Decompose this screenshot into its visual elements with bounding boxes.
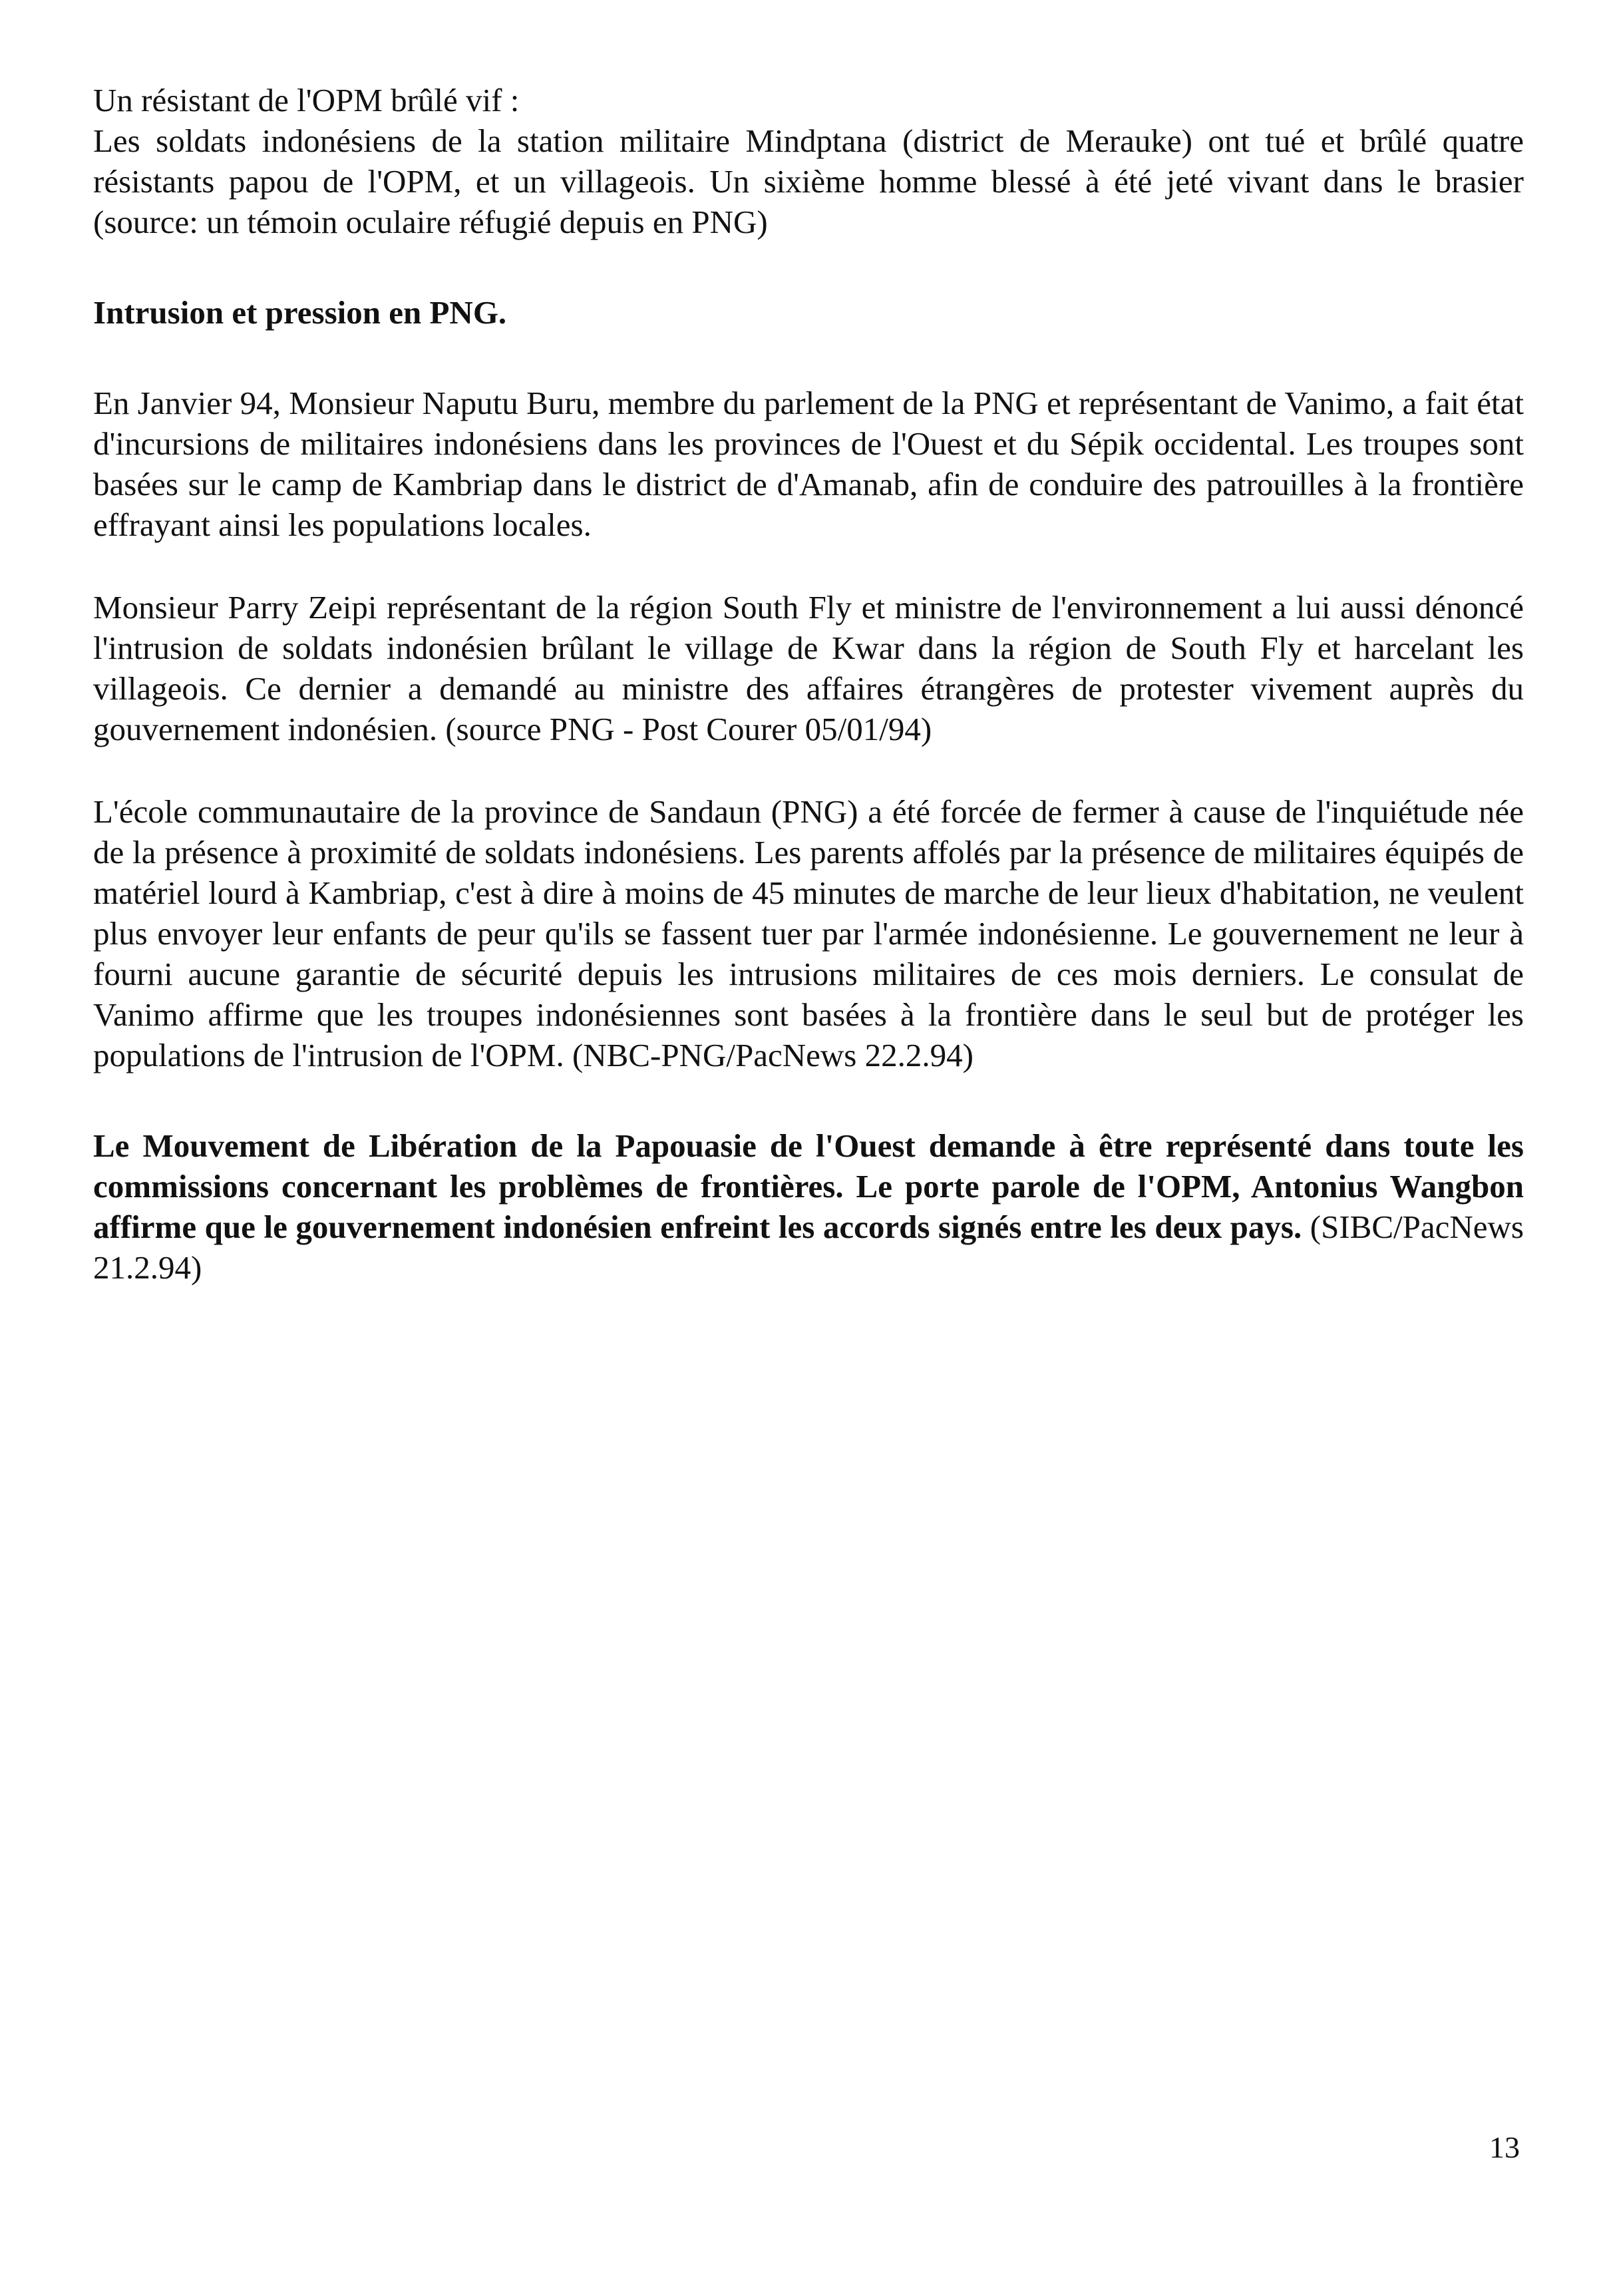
paragraph-naputu-buru: En Janvier 94, Monsieur Naputu Buru, membre du parlement de la PNG et représentant de Vanimo, a fait état d'incursions de militaires indonésiens dans les provinces de l'Ouest et du Sépik occidental. Les troupes sont basées sur le camp de Kambriap dans le district de d'Amanab, afin de conduire des patrouilles à la frontière effrayant ainsi les populations locales. bbox=[93, 385, 1524, 543]
paragraph-opm-demand bbox=[93, 1125, 1524, 1288]
section-heading: Intrusion et pression en PNG. bbox=[93, 294, 507, 331]
opm-demand-source: (SIBC/PacNews 21.2.94) bbox=[93, 1209, 1524, 1286]
opm-resistant-title: Un résistant de l'OPM brûlé vif : bbox=[93, 82, 520, 118]
document-page bbox=[93, 80, 1524, 1288]
page-number: 13 bbox=[1489, 2130, 1520, 2164]
opm-resistant-body: Les soldats indonésiens de la station militaire Mindptana (district de Merauke) ont tué et brûlé quatre résistants papou de l'OPM, et un villageois. Un sixième homme blessé à été jeté vivant dans le brasier (source: un témoin oculaire réfugié depuis en PNG) bbox=[93, 122, 1524, 240]
paragraph-parry-zeipi: Monsieur Parry Zeipi représentant de la région South Fly et ministre de l'environnement a lui aussi dénoncé l'intrusion de soldats indonésien brûlant le village de Kwar dans la région de South Fly et harcelant les villageois. Ce dernier a demandé au ministre des affaires étrangères de protester vivement auprès du gouvernement indonésien. (source PNG - Post Courer 05/01/94) bbox=[93, 589, 1524, 747]
opm-resistant-paragraph bbox=[93, 80, 1524, 242]
opm-demand-bold-text: Le Mouvement de Libération de la Papouasie de l'Ouest demande à être représenté dans toute les commissions concernant les problèmes de frontières. Le porte parole de l'OPM, Antonius Wangbon affirme que le gouvernement indonésien enfreint les accords signés entre les deux pays. bbox=[93, 1127, 1524, 1245]
paragraph-sandaun-school: L'école communautaire de la province de Sandaun (PNG) a été forcée de fermer à cause de l'inquiétude née de la présence à proximité de soldats indonésiens. Les parents affolés par la présence de militaires équipés de matériel lourd à Kambriap, c'est à dire à moins de 45 minutes de marche de leur lieux d'habitation, ne veulent plus envoyer leur enfants de peur qu'ils se fassent tuer par l'armée indonésienne. Le gouvernement ne leur à fourni aucune garantie de sécurité depuis les intrusions militaires de ces mois derniers. Le consulat de Vanimo affirme que les troupes indonésiennes sont basées à la frontière dans le seul but de protéger les populations de l'intrusion de l'OPM. (NBC-PNG/PacNews 22.2.94) bbox=[93, 793, 1524, 1073]
